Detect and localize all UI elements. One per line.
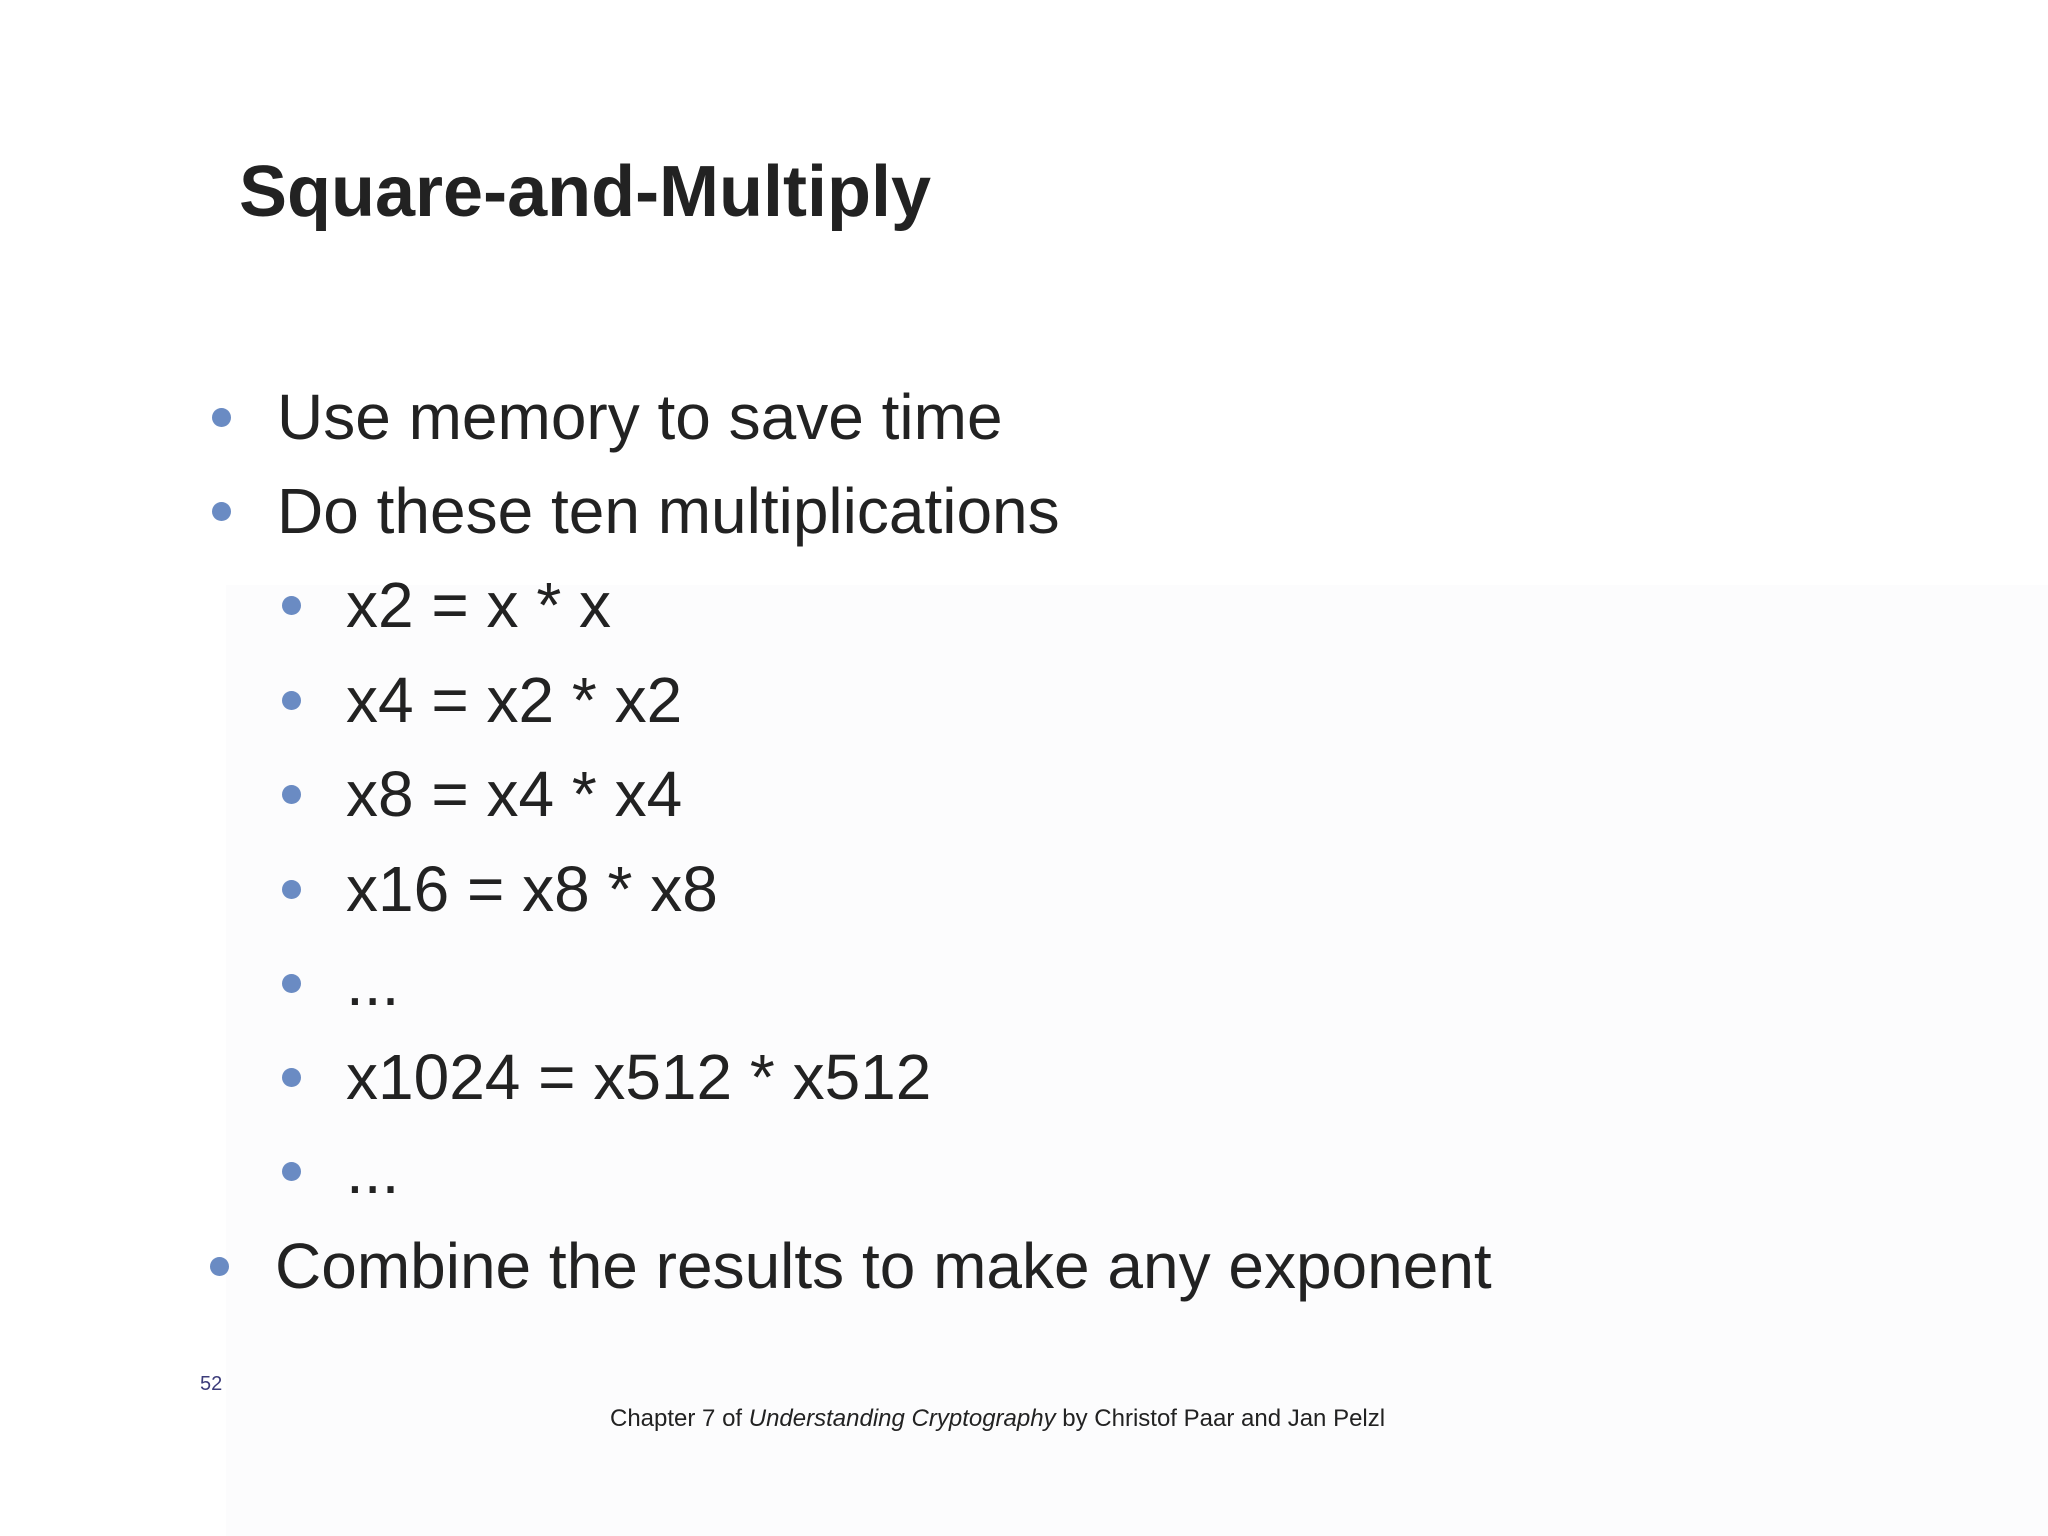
footer-suffix: by Christof Paar and Jan Pelzl [1055,1405,1386,1432]
sub-bullet-text: x4 = x2 * x2 [346,664,683,736]
sub-bullet-item [282,853,718,925]
sub-bullet-item [282,947,400,1019]
bullet-dot-icon [210,1257,229,1276]
bullet-item [212,475,1060,547]
bullet-dot-icon [282,1068,301,1087]
footer-prefix: Chapter 7 of [610,1405,749,1432]
slide-title: Square-and-Multiply [239,152,932,232]
bullet-dot-icon [282,880,301,899]
sub-bullet-text: ... [346,947,400,1019]
footer-book-title: Understanding Cryptography [748,1405,1056,1432]
bullet-dot-icon [282,1162,301,1181]
bullet-text: Do these ten multiplications [277,475,1060,547]
sub-bullet-text: ... [346,1135,400,1207]
sub-bullet-item [282,569,611,641]
bullet-text: Combine the results to make any exponent [275,1230,1492,1302]
footer-citation [610,1405,1385,1433]
bullet-dot-icon [282,974,301,993]
sub-bullet-item [282,1135,400,1207]
sub-bullet-item [282,1041,932,1113]
sub-bullet-text: x1024 = x512 * x512 [346,1041,932,1113]
bullet-dot-icon [282,596,301,615]
bullet-dot-icon [282,785,301,804]
bullet-text: Use memory to save time [277,381,1003,453]
sub-bullet-text: x8 = x4 * x4 [346,758,683,830]
sub-bullet-item [282,758,683,830]
sub-bullet-item [282,664,683,736]
sub-bullet-text: x2 = x * x [346,569,611,641]
bullet-dot-icon [212,502,231,521]
bullet-item [210,1230,1492,1302]
bullet-dot-icon [282,691,301,710]
bullet-dot-icon [212,408,231,427]
sub-bullet-text: x16 = x8 * x8 [346,853,718,925]
bullet-item [212,381,1003,453]
page-number: 52 [200,1373,223,1395]
